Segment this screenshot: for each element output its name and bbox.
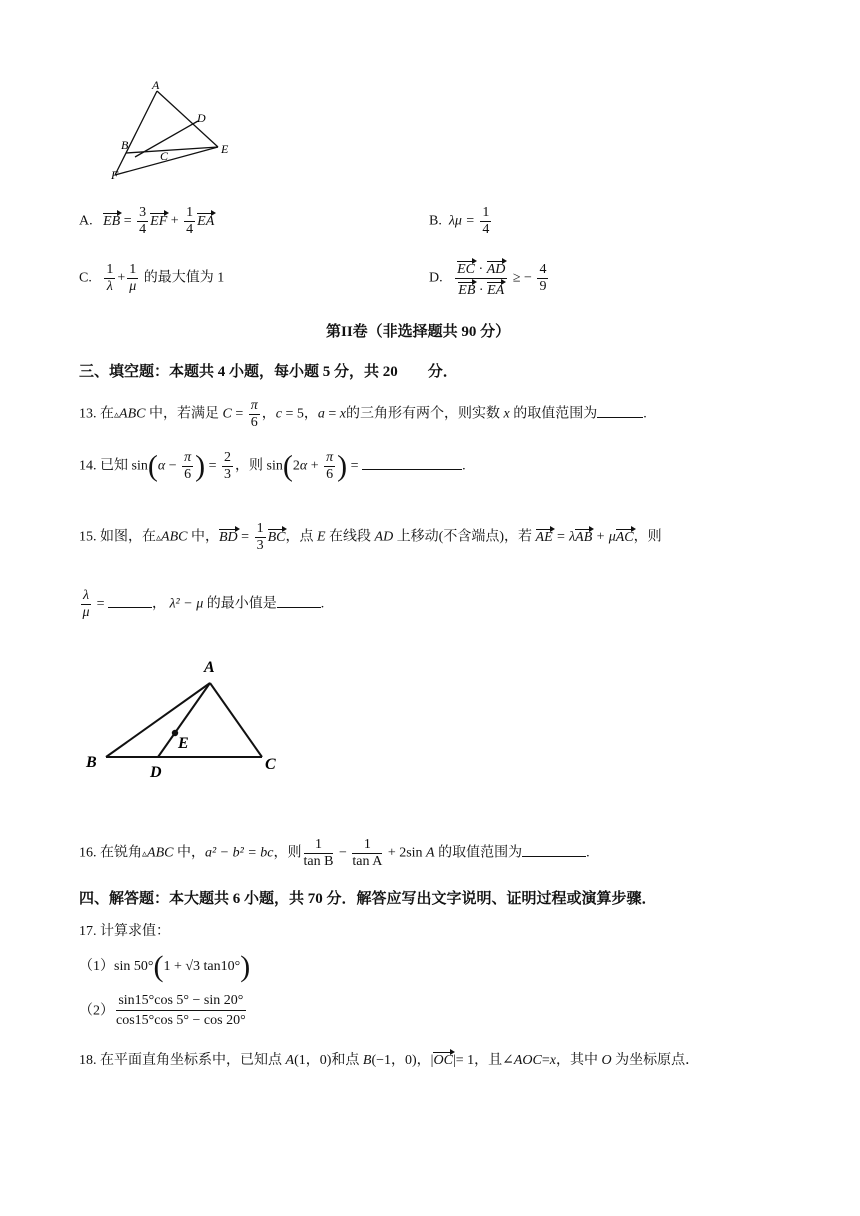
triangle-figure-2 <box>80 655 300 785</box>
fig2-label-A: A <box>204 659 215 676</box>
part2-title: 第II卷（非选择题共 90 分） <box>326 324 511 340</box>
fig1-label-E: E <box>221 142 229 156</box>
option-d: D. $\frac{EC \cdot AD}{EB \cdot EA}$ ≥ − $\frac{4}{9}$ <box>429 258 550 299</box>
answer-blank <box>522 844 586 857</box>
section3-heading: 三、填空题：本题共 4 小题，每小题 5 分，共 20 分． <box>79 364 458 380</box>
answer-blank <box>108 595 152 608</box>
fig1-label-F: F <box>111 168 119 182</box>
question-15-line1: 15. 如图，在▵ABC 中，BD = $\frac{1}{3}$ BC，点 E 在线段 AD 上移动(不含端点)，若 AE = λAB + μAC，则 <box>79 521 662 553</box>
fig2-label-B: B <box>86 754 97 771</box>
section4-heading: 四、解答题：本大题共 6 小题，共 70 分．解答应写出文字说明、证明过程或演算步骤． <box>79 891 657 907</box>
fig2-label-E: E <box>178 735 189 752</box>
option-b: B. λμ = $\frac{1}{4}$ <box>429 205 490 237</box>
question-18: 18. 在平面直角坐标系中，已知点 A(1，0)和点 B(−1，0)，|OC|= 1，且∠AOC=x，其中 O 为坐标原点． <box>79 1053 700 1068</box>
question-17-part2: （2） $\frac{\sin 15^\circ\cos 5^\circ - \sin 20^\circ}{\cos 15^\circ\cos 5^\circ - \cos 20^\circ}$ <box>79 993 246 1028</box>
triangle-figure-1 <box>105 75 245 185</box>
question-14: 14. 已知 sin(α − $\frac{\pi}{6}$ ) = $\frac{2}{3}$ ，则 sin(2α + $\frac{\pi}{6}$ ) = . <box>79 449 466 483</box>
answer-blank <box>597 405 643 418</box>
question-17-part1: （1）sin 50°(1 + √3 tan10°) <box>79 949 251 983</box>
question-15-line2: $\frac{\lambda}{\mu}$ = ， λ² − μ 的最小值是 . <box>82 588 325 620</box>
option-a: A. EB = $\frac{3}{4}$ EF + $\frac{1}{4}$ EA <box>79 205 215 237</box>
fig1-label-A: A <box>152 78 160 92</box>
fig1-label-B: B <box>121 138 129 152</box>
fig1-label-D: D <box>197 111 206 125</box>
fig2-label-D: D <box>150 764 162 781</box>
fig2-label-C: C <box>265 756 276 773</box>
option-c: C. $\frac{1}{\lambda}$ + $\frac{1}{\mu}$ 的最大值为 1 <box>79 262 225 294</box>
answer-blank <box>362 457 462 470</box>
answer-blank <box>277 595 321 608</box>
question-17-title: 17. 计算求值： <box>79 924 170 939</box>
question-16: 16. 在锐角▵ABC 中，a² − b² = bc，则 $\frac{1}{\text{tan B}}$ − $\frac{1}{\text{tan A}}$ + 2sin A 的取值范围为 . <box>79 837 590 869</box>
fig1-label-C: C <box>160 149 169 163</box>
question-13: 13. 在▵ABC 中，若满足 C = $\frac{\pi}{6}$ ，c = 5，a = x的三角形有两个，则实数 x 的取值范围为 . <box>79 398 647 430</box>
